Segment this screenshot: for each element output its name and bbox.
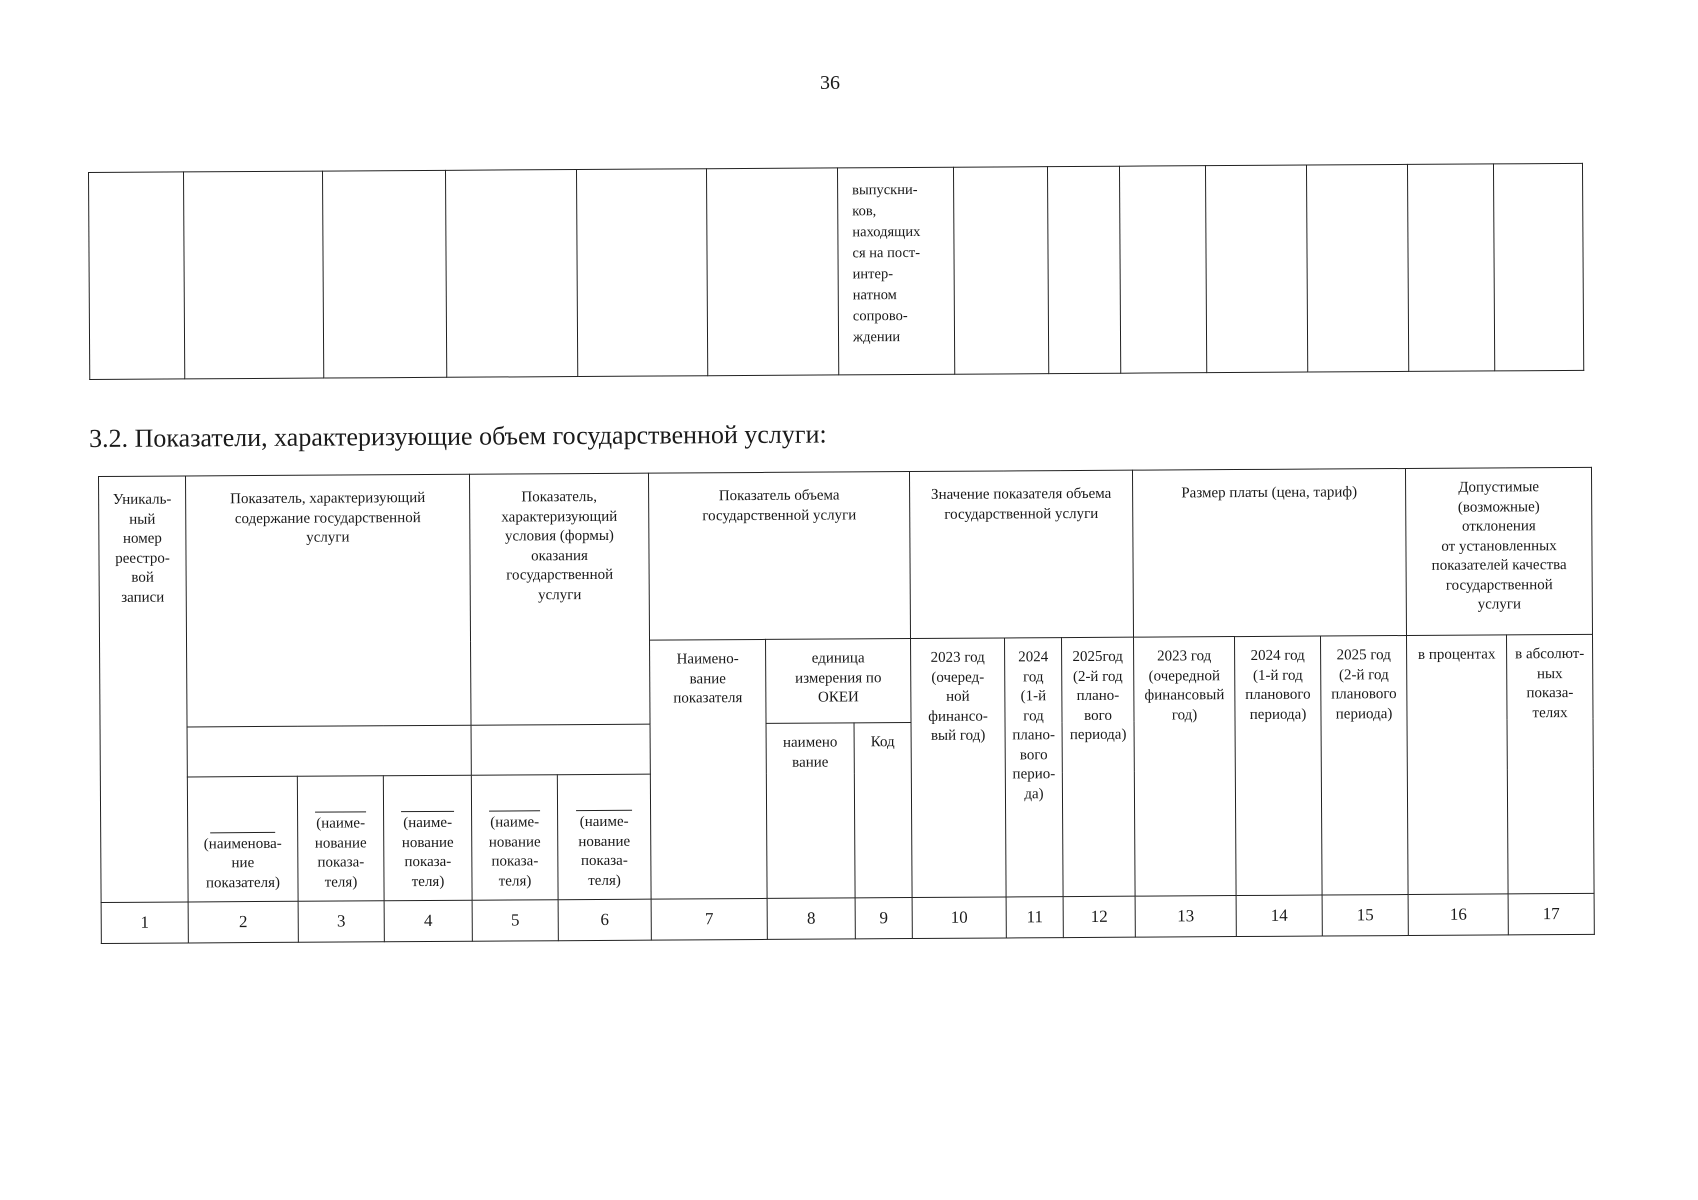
column-number: 14 (1236, 895, 1322, 937)
table-cell (1493, 163, 1583, 371)
header-row-top (99, 467, 1593, 643)
column-number: 9 (855, 898, 912, 939)
table-cell (89, 172, 185, 380)
content-indicator-header: Показатель, характеризующий содержание государственной услуги (186, 474, 472, 727)
column-number: 16 (1408, 894, 1508, 936)
column-number: 15 (1322, 895, 1408, 937)
cell-text: выпускни- ков, находящих ся на пост- интер- натном сопрово- ждении (852, 181, 921, 346)
column-number: 4 (384, 900, 472, 942)
table-cell (445, 170, 577, 378)
fee-size-header: Размер платы (цена, тариф) (1133, 469, 1407, 638)
column-numbers-row (101, 893, 1594, 943)
conditions-indicator-spacer (471, 724, 650, 775)
table-cell (953, 167, 1048, 375)
table-cell (576, 169, 707, 377)
column-number: 10 (912, 897, 1006, 939)
value-2025-header: 2025год (2-й год плано- вого периода) (1062, 637, 1136, 896)
column-number: 11 (1006, 897, 1063, 938)
volume-indicator-header: Показатель объема государственной услуги (649, 472, 911, 641)
continuation-cell-text (837, 167, 954, 375)
continuation-table (88, 163, 1584, 380)
conditions-indicator-header: Показатель, характеризующий условия (формы) оказания государственной услуги (470, 473, 651, 725)
sub-name-col4: (наиме- нование показа- теля) (383, 775, 472, 901)
unique-number-header: Уникаль- ный номер реестро- вой записи (99, 476, 189, 903)
column-number: 7 (651, 898, 767, 940)
deviations-header: Допустимые (возможные) отклонения от установленных показателей качества государственной услуги (1406, 467, 1593, 635)
table-cell (706, 168, 838, 376)
sub-name-col5: (наиме- нование показа- теля) (471, 775, 558, 901)
deviation-percent-header: в процентах (1407, 635, 1509, 895)
table-cell (184, 171, 324, 379)
table-cell (1047, 166, 1120, 373)
sub-name-col2: (наименова- ние показателя) (187, 776, 298, 902)
table-cell (1407, 164, 1494, 372)
table-cell (1306, 164, 1408, 372)
column-number: 13 (1135, 896, 1236, 938)
deviation-absolute-header: в абсолют- ных показа- телях (1507, 634, 1595, 894)
page-number: 36 (820, 72, 840, 94)
unit-name-header: наимено вание (766, 723, 855, 899)
volume-indicators-table (98, 467, 1595, 944)
column-number: 8 (767, 898, 855, 940)
value-2023-header: 2023 год (очеред- ной финансо- вый год) (911, 638, 1007, 898)
column-number: 3 (298, 901, 384, 943)
fee-2024-header: 2024 год (1-й год планового периода) (1235, 636, 1323, 896)
section-title: 3.2. Показатели, характеризующие объем государственной услуги: (89, 419, 827, 453)
indicator-name-header: Наимено- вание показателя (650, 639, 768, 899)
table-cell (1119, 166, 1206, 374)
table-cell (1205, 165, 1307, 373)
table-cell (322, 170, 446, 378)
sub-name-col3: (наиме- нование показа- теля) (297, 776, 384, 902)
fee-2023-header: 2023 год (очередной финансовый год) (1134, 637, 1237, 897)
unit-okei-header: единица измерения по ОКЕИ (766, 639, 912, 724)
column-number: 5 (472, 900, 558, 942)
column-number: 1 (101, 902, 188, 944)
fee-2025-header: 2025 год (2-й год планового периода) (1321, 636, 1409, 896)
column-number: 6 (558, 899, 651, 941)
continuation-row (89, 163, 1584, 379)
value-2024-header: 2024 год (1-й год плано- вого перио- да) (1005, 638, 1064, 897)
column-number: 2 (188, 901, 298, 943)
sub-name-col6: (наиме- нование показа- теля) (557, 774, 651, 900)
content-indicator-spacer (187, 725, 471, 777)
unit-code-header: Код (854, 723, 912, 898)
column-number: 12 (1063, 896, 1135, 937)
volume-value-header: Значение показателя объема государственной услуги (910, 470, 1134, 638)
column-number: 17 (1508, 893, 1594, 935)
